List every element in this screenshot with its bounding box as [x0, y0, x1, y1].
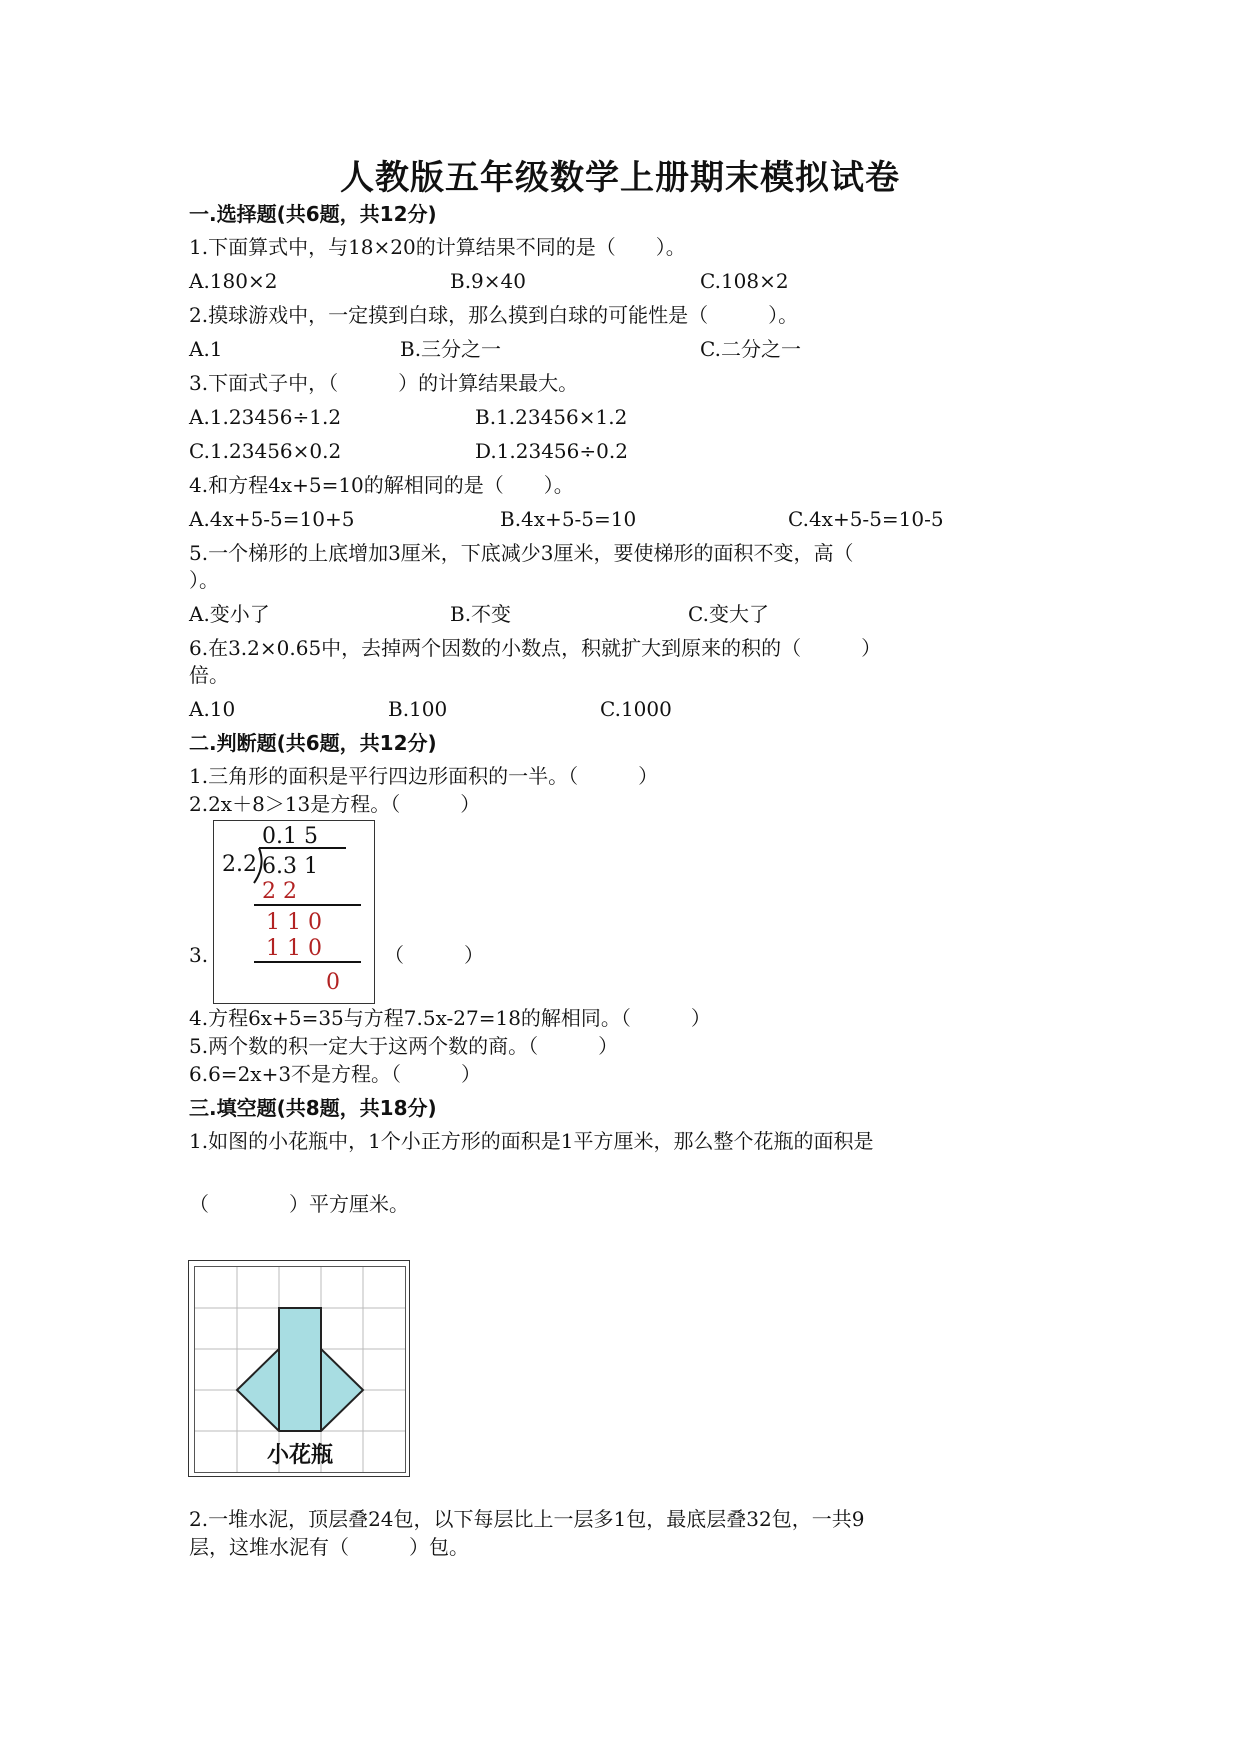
section-heading-judge: 二.判断题(共6题，共12分) [189, 731, 437, 755]
dividend: 6.3 1 [262, 854, 318, 879]
option-b: B.三分之一 [400, 337, 502, 361]
question-text: 2.摸球游戏中，一定摸到白球，那么摸到白球的可能性是（ ）。 [189, 303, 799, 327]
answer-paren: （ ） [384, 943, 484, 967]
division-step-1: 2 2 [262, 879, 297, 904]
quotient: 0.1 5 [262, 824, 318, 849]
option-b: B.不变 [450, 602, 512, 626]
divisor: 2.2 [222, 852, 257, 877]
option-a: A.180×2 [189, 269, 278, 293]
question-text: 1.下面算式中，与18×20的计算结果不同的是（ ）。 [189, 235, 686, 259]
long-division-figure [213, 820, 375, 1004]
division-step-3: 1 1 0 [266, 936, 322, 961]
question-text: 2.2x＋8＞13是方程。（ ） [189, 792, 481, 816]
page-title: 人教版五年级数学上册期末模拟试卷 [340, 158, 900, 198]
question-text: 6.6=2x+3不是方程。（ ） [189, 1062, 482, 1086]
long-division-svg [214, 821, 374, 1003]
question-text-cont: 层，这堆水泥有（ ）包。 [189, 1535, 469, 1559]
vase-grid-svg [195, 1267, 405, 1472]
question-text: 3.下面式子中，（ ）的计算结果最大。 [189, 371, 579, 395]
option-c: C.1000 [600, 697, 672, 721]
option-a: A.1 [189, 337, 223, 361]
option-d: D.1.23456÷0.2 [475, 439, 628, 463]
option-a: A.1.23456÷1.2 [189, 405, 342, 429]
question-text: 4.方程6x+5=35与方程7.5x-27=18的解相同。（ ） [189, 1006, 711, 1030]
option-c: C.二分之一 [700, 337, 801, 361]
option-b: B.1.23456×1.2 [475, 405, 628, 429]
option-c: C.变大了 [688, 602, 769, 626]
question-text: 5.两个数的积一定大于这两个数的商。（ ） [189, 1034, 619, 1058]
question-text: 1.三角形的面积是平行四边形面积的一半。（ ） [189, 764, 659, 788]
option-c: C.108×2 [700, 269, 789, 293]
option-b: B.9×40 [450, 269, 526, 293]
question-text-cont: 倍。 [189, 663, 229, 687]
question-number: 3. [189, 943, 209, 967]
section-heading-choice: 一.选择题(共6题，共12分) [189, 202, 437, 226]
vase-figure [188, 1260, 410, 1477]
option-b: B.4x+5-5=10 [500, 507, 637, 531]
division-remainder: 0 [326, 970, 340, 995]
question-text: 4.和方程4x+5=10的解相同的是（ ）。 [189, 473, 574, 497]
option-b: B.100 [388, 697, 448, 721]
vase-label: 小花瓶 [266, 1443, 334, 1468]
question-text: 6.在3.2×0.65中，去掉两个因数的小数点，积就扩大到原来的积的（ ） [189, 636, 882, 660]
question-text: 2.一堆水泥，顶层叠24包，以下每层比上一层多1包，最底层叠32包，一共9 [189, 1507, 865, 1531]
option-c: C.1.23456×0.2 [189, 439, 342, 463]
question-text: 1.如图的小花瓶中，1个小正方形的面积是1平方厘米，那么整个花瓶的面积是 [189, 1129, 874, 1153]
question-text-cont: ）。 [189, 568, 219, 592]
section-heading-fill: 三.填空题(共8题，共18分) [189, 1096, 437, 1120]
vase-shape [237, 1308, 363, 1431]
option-c: C.4x+5-5=10-5 [788, 507, 944, 531]
option-a: A.10 [189, 697, 236, 721]
option-a: A.变小了 [189, 602, 270, 626]
division-step-2: 1 1 0 [266, 910, 322, 935]
option-a: A.4x+5-5=10+5 [189, 507, 355, 531]
question-text: 5.一个梯形的上底增加3厘米，下底减少3厘米，要使梯形的面积不变，高（ [189, 541, 854, 565]
question-blank: （ ）平方厘米。 [189, 1192, 409, 1216]
